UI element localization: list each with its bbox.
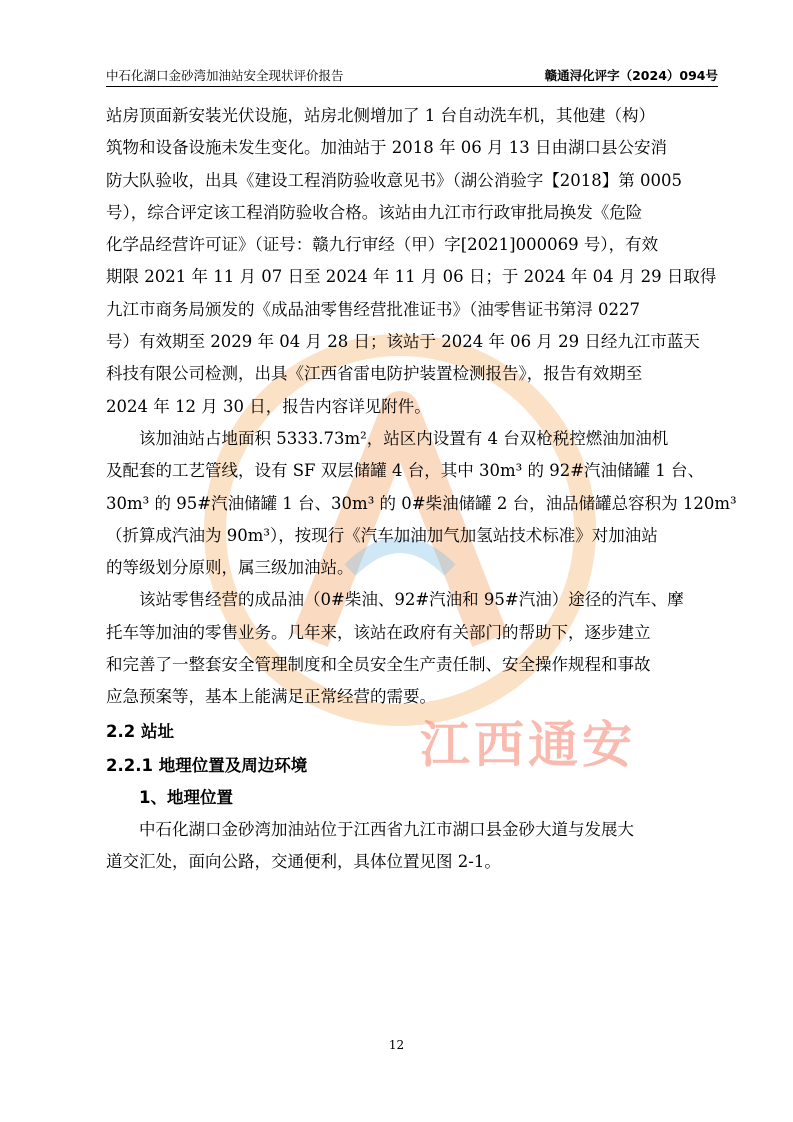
page-body: [106, 100, 737, 878]
text-line: 道交汇处，面向公路，交通便利，具体位置见图 2-1。: [106, 851, 501, 871]
text-line: 应急预案等，基本上能满足正常经营的需要。: [106, 687, 436, 707]
paragraph-history: [106, 100, 718, 423]
watermark-text: 江西通安: [420, 716, 636, 774]
text-line: 30m³ 的 95#汽油储罐 1 台、30m³ 的 0#柴油储罐 2 台，油品储罐总容积为 120m³: [106, 493, 737, 513]
page-number: 12: [388, 1038, 405, 1052]
paragraph-location: [106, 814, 718, 879]
text-line: 科技有限公司检测，出具《江西省雷电防护装置检测报告》，报告有效期至: [106, 364, 643, 384]
text-line: 该站零售经营的成品油（0#柴油、92#汽油和 95#汽油）途径的汽车、摩: [139, 590, 684, 610]
text-line: 及配套的工艺管线，设有 SF 双层储罐 4 台，其中 30m³ 的 92#汽油储罐 1 台、: [106, 461, 705, 481]
text-line: 号），综合评定该工程消防验收合格。该站由九江市行政审批局换发《危险: [106, 202, 643, 222]
text-line: （折算成汽油为 90m³），按现行《汽车加油加气加氢站技术标准》对加油站: [106, 525, 658, 545]
text-line: 站房顶面新安装光伏设施，站房北侧增加了 1 台自动洗车机，其他建（构）: [106, 106, 655, 125]
header-report-title: 中石化湖口金砂湾加油站安全现状评价报告: [106, 68, 344, 83]
text-line: 和完善了一整套安全管理制度和全员安全生产责任制、安全操作规程和事故: [106, 655, 651, 675]
text-line: 2024 年 12 月 30 日，报告内容详见附件。: [106, 396, 431, 416]
text-line: 化学品经营许可证》（证号：赣九行审经（甲）字[2021]000069 号），有效: [106, 235, 659, 255]
text-line: 筑物和设备设施未发生变化。加油站于 2018 年 06 月 13 日由湖口县公安消: [106, 138, 667, 158]
text-line: 该加油站占地面积 5333.73m²，站区内设置有 4 台双枪税控燃油加油机: [139, 428, 669, 448]
section-heading-2-2-1: 2.2.1 地理位置及周边环境: [106, 755, 308, 775]
paragraph-operations: [106, 584, 718, 713]
text-line: 防大队验收，出具《建设工程消防验收意见书》（湖公消验字【2018】第 0005: [106, 170, 682, 190]
paragraph-site-facilities: [106, 423, 737, 584]
text-line: 九江市商务局颁发的《成品油零售经营批准证书》（油零售证书第浔 0227: [106, 299, 640, 319]
text-line: 中石化湖口金砂湾加油站位于江西省九江市湖口县金砂大道与发展大: [139, 819, 634, 839]
page-header: [106, 64, 718, 87]
header-report-number: 赣通浔化评字（2024）094号: [544, 68, 718, 83]
text-line: 托车等加油的零售业务。几年来，该站在政府有关部门的帮助下，逐步建立: [106, 622, 651, 642]
text-line: 号）有效期至 2029 年 04 月 28 日；该站于 2024 年 06 月 29 日经九江市蓝天: [106, 332, 700, 352]
text-line: 期限 2021 年 11 月 07 日至 2024 年 11 月 06 日；于 2024 年 04 月 29 日取得: [106, 267, 717, 287]
subsection-heading-location: 1、地理位置: [139, 787, 233, 807]
text-line: 的等级划分原则，属三级加油站。: [106, 558, 354, 578]
section-heading-2-2: 2.2 站址: [106, 721, 174, 741]
